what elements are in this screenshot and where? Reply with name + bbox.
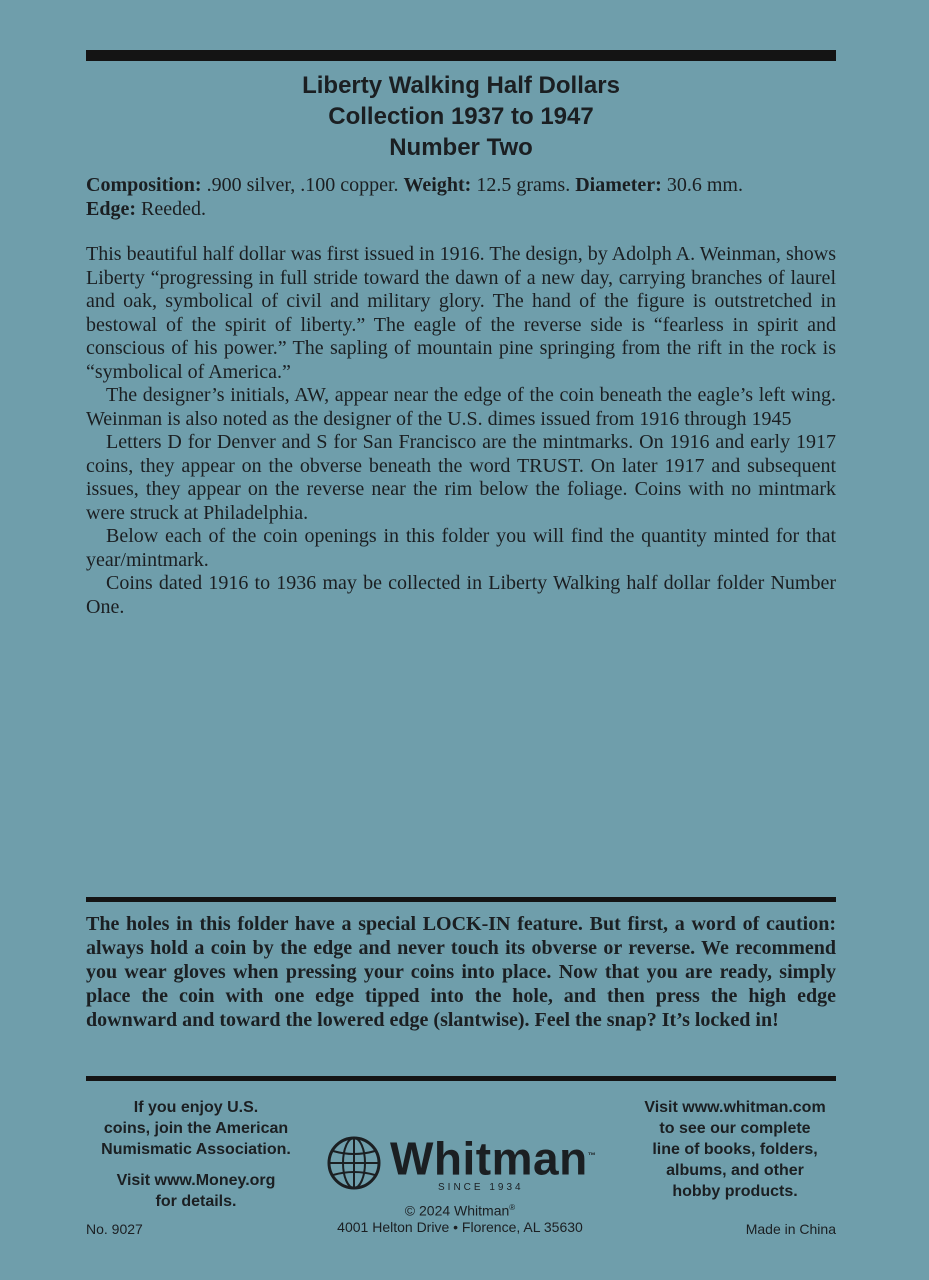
country-of-origin: Made in China [745, 1221, 836, 1237]
whitman-line-3: line of books, folders, [652, 1141, 818, 1158]
title-line-3: Number Two [389, 134, 533, 161]
since-1934: SINCE 1934 [438, 1182, 524, 1193]
top-rule [86, 50, 836, 61]
history-paragraph-2: The designer’s initials, AW, appear near the edge of the coin beneath the eagle’s left wing. Weinman is also noted as the designer of the U.S. dimes issued from 1916 through 1945 [86, 384, 836, 430]
ana-line-2: coins, join the American [103, 1120, 289, 1137]
edge-value: Reeded. [136, 197, 206, 220]
composition-value: .900 silver, .100 copper. [201, 174, 404, 196]
weight-value: 12.5 grams. [471, 174, 576, 196]
ana-visit-line-2: for details. [155, 1193, 237, 1210]
lockin-bottom-rule [86, 1076, 836, 1081]
page-title [86, 70, 836, 163]
lockin-top-rule [86, 897, 836, 902]
ana-visit-line-1: Visit www.Money.org [116, 1172, 276, 1189]
ana-line-1: If you enjoy U.S. [133, 1099, 259, 1116]
brand-name [390, 1132, 597, 1185]
history-paragraph-4: Below each of the coin openings in this folder you will find the quantity minted for that year/mintmark. [86, 525, 836, 571]
history-text [86, 243, 836, 619]
lockin-instructions: The holes in this folder have a special LOCK-IN feature. But first, a word of caution: always hold a coin by the edge and never touch its obverse or reverse. We recommend you wear gloves when pressing your coins into place. Now that you are ready, simply place the coin with one edge tipped into the hole, and then press the high edge downward and toward the lowered edge (slantwise). Feel the snap? It’s locked in! [86, 913, 836, 1031]
diameter-value: 30.6 mm. [661, 174, 743, 196]
copyright-text: © 2024 Whitman [404, 1202, 510, 1219]
title-line-2: Collection 1937 to 1947 [328, 103, 594, 130]
diameter-label: Diameter: [575, 174, 662, 196]
copyright-notice [320, 1199, 600, 1220]
whitman-line-2: to see our complete [659, 1120, 811, 1137]
trademark-mark: ™ [587, 1151, 597, 1160]
item-number: No. 9027 [86, 1221, 143, 1237]
history-paragraph-1: This beautiful half dollar was first issued in 1916. The design, by Adolph A. Weinman, shows Liberty “progressing in full stride toward the dawn of a new day, carrying branches of laurel and oak, symbolical of civil and military glory. The hand of the figure is outstretched in bestowal of the spirit of liberty.” The eagle of the reverse side is “fearless in spirit and conscious of his power.” The sapling of mountain pine springing from the rift in the rock is “symbolical of America.” [86, 243, 836, 383]
coin-specifications [86, 174, 836, 221]
title-line-1: Liberty Walking Half Dollars [302, 72, 620, 99]
ana-promo [86, 1097, 306, 1212]
ana-line-3: Numismatic Association. [101, 1141, 291, 1158]
whitman-line-5: hobby products. [672, 1183, 798, 1200]
registered-mark: ® [509, 1203, 516, 1212]
history-paragraph-5: Coins dated 1916 to 1936 may be collected in Liberty Walking half dollar folder Number One. [86, 572, 836, 618]
brand-text: Whitman [390, 1132, 588, 1185]
edge-label: Edge: [86, 197, 136, 220]
company-address: 4001 Helton Drive • Florence, AL 35630 [337, 1219, 583, 1235]
weight-label: Weight: [403, 174, 472, 196]
whitman-line-4: albums, and other [666, 1162, 804, 1179]
whitman-logo [326, 1132, 597, 1195]
globe-icon [326, 1135, 382, 1191]
composition-label: Composition: [86, 174, 202, 196]
whitman-promo [605, 1097, 865, 1202]
history-paragraph-3: Letters D for Denver and S for San Francisco are the mintmarks. On 1916 and early 1917 coins, they appear on the obverse beneath the word TRUST. On later 1917 and subsequent issues, they appear on the reverse near the rim below the foliage. Coins with no mintmark were struck at Philadelphia. [86, 431, 836, 524]
whitman-line-1: Visit www.whitman.com [644, 1099, 826, 1116]
